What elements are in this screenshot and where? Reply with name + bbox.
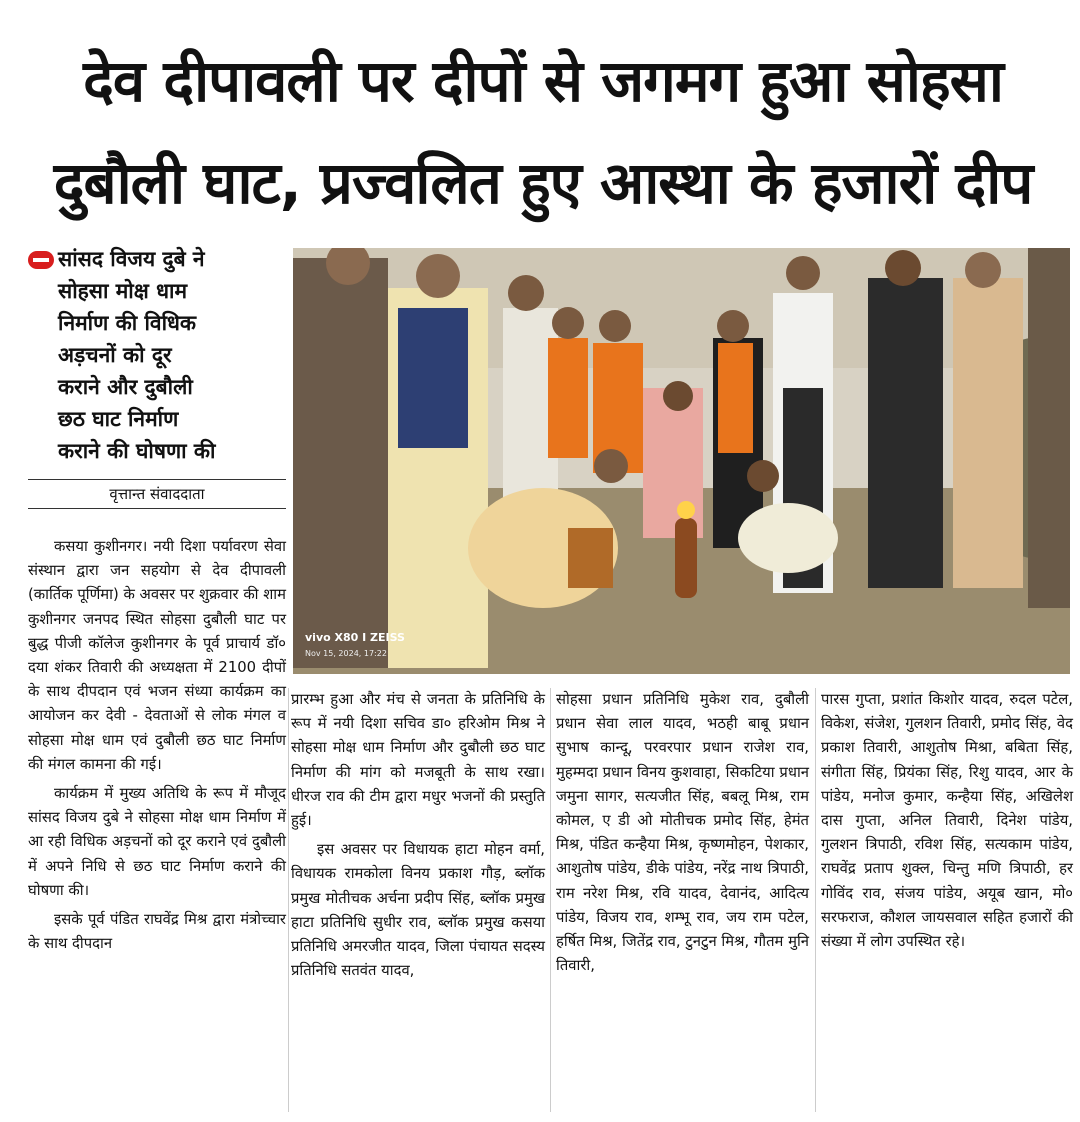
photo-timestamp: Nov 15, 2024, 17:22 [305, 649, 387, 658]
camera-watermark: vivo X80 I ZEISS [305, 631, 405, 644]
subheadline-line: सोहसा मोक्ष धाम [58, 279, 188, 303]
byline: वृत्तान्त संवाददाता [109, 485, 205, 503]
subheadline-line: कराने की घोषणा की [58, 439, 216, 463]
photo-lamp-flame [677, 501, 695, 519]
paragraph: प्रारम्भ हुआ और मंच से जनता के प्रतिनिधि के रूप में नयी दिशा सचिव डा० हरिओम मिश्र ने सोहसा मोक्ष धाम निर्माण और दुबौली छठ घाट निर्माण की मांग को मजबूती के साथ रखा। धीरज राव की टीम द्वारा मधुर भजनों की प्रस्तुति हुई। [291, 691, 545, 830]
headline-line-2: दुबौली घाट, प्रज्वलित हुए आस्था के हजारों दीप [53, 149, 1033, 217]
article-column-3 [556, 688, 809, 978]
photo-lamp-stand [675, 518, 697, 598]
paragraph: इस अवसर पर विधायक हाटा मोहन वर्मा, विधायक रामकोला विनय प्रकाश गौड़, ब्लॉक प्रमुख मोतीचक अर्चना प्रदीप सिंह, ब्लॉक प्रमुख हाटा प्रतिनिधि सुधीर राव, ब्लॉक प्रमुख कसया प्रतिनिधि अमरजीत यादव, जिला पंचायत सदस्य प्रतिनिधि सतवंत यादव, [291, 841, 545, 980]
article-column-1 [28, 535, 286, 956]
article-column-2 [291, 688, 545, 983]
byline-rule-bottom [28, 508, 286, 509]
byline-rule-top [28, 479, 286, 480]
article-column-4 [821, 688, 1073, 954]
paragraph: कसया कुशीनगर। नयी दिशा पर्यावरण सेवा संस्थान द्वारा जन सहयोग से देव दीपावली (कार्तिक पूर्णिमा) के अवसर पर शुक्रवार की शाम कुशीनगर जनपद स्थित सोहसा दुबौली घाट पर बुद्ध पीजी कॉलेज कुशीनगर के पूर्व प्राचार्य डॉ० दया शंकर तिवारी की अध्यक्षता में 2100 दीपों के साथ दीपदान एवं भजन संध्या कार्यक्रम का आयोजन कर देवी - देवताओं से लोक मंगल व सोहसा मोक्ष धाम एवं दुबौली छठ घाट निर्माण की मंगल कामना की गई। [28, 538, 286, 773]
subheadline [28, 243, 286, 467]
subheadline-line: अड़चनों को दूर [58, 343, 172, 367]
subheadline-line: कराने और दुबौली [58, 375, 193, 399]
column-divider [288, 688, 289, 1112]
column-divider [550, 688, 551, 1112]
subheadline-line: सांसद विजय दुबे ने [28, 243, 286, 275]
paragraph: पारस गुप्ता, प्रशांत किशोर यादव, रुदल पटेल, विकेश, संजेश, गुलशन तिवारी, प्रमोद सिंह, वेद प्रकाश तिवारी, आशुतोष मिश्रा, बबिता सिंह, संगीता सिंह, प्रियंका सिंह, रिशु यादव, आर के पांडेय, मनोज कुमार, कन्हैया सिंह, अखिलेश दास गुप्ता, अनिल तिवारी, दिनेश पांडेय, गुलशन त्रिपाठी, रविश सिंह, सत्यकाम पांडेय, राघवेंद्र प्रताप शुक्ल, चिन्तु मणि त्रिपाठी, हर गोविंद राव, संजय पांडेय, अयूब खान, मो० सरफराज, कौशल जायसवाल सहित हजारों की संख्या में लोग उपस्थित रहे। [821, 691, 1073, 951]
subheadline-line: छठ घाट निर्माण [58, 407, 179, 431]
column-divider [815, 688, 816, 1112]
paragraph: इसके पूर्व पंडित राघवेंद्र मिश्र द्वारा मंत्रोच्चार के साथ दीपदान [28, 911, 286, 953]
subheadline-line: निर्माण की विधिक [58, 311, 197, 335]
paragraph: सोहसा प्रधान प्रतिनिधि मुकेश राव, दुबौली प्रधान सेवा लाल यादव, भठही बाबू प्रधान सुभाष कान्दू, परवरपार प्रधान राजेश राव, मुहम्मदा प्रधान विनय कुशवाहा, सिकटिया प्रधान जमुना सागर, सत्यजीत सिंह, बबलू मिश्र, राम कोमल, ए डी ओ मोतीचक प्रमोद सिंह, हेमंत मिश्र, पंडित कन्हैया मिश्र, कृष्णमोहन, पेशकार, आशुतोष पांडेय, डीके पांडेय, नरेंद्र नाथ त्रिपाठी, राम नरेश मिश्र, रवि यादव, देवानंद, आदित्य पांडेय, विजय राव, शम्भू राव, जय राम पटेल, हर्षित मिश्र, जितेंद्र राव, टुनटुन मिश्र, गौतम मुनि तिवारी, [556, 691, 809, 975]
paragraph: कार्यक्रम में मुख्य अतिथि के रूप में मौजूद सांसद विजय दुबे ने सोहसा मोक्ष धाम निर्माण में आ रही विधिक अड़चनों को दूर कराने एवं दुबौली में अपने निधि से छठ घाट निर्माण कराने की घोषणा की। [28, 785, 286, 899]
event-photo [293, 248, 1070, 674]
arrow-bullet-icon [28, 251, 54, 269]
photo-illustration [293, 248, 1070, 674]
headline-line-1: देव दीपावली पर दीपों से जगमग हुआ सोहसा [83, 47, 1003, 115]
